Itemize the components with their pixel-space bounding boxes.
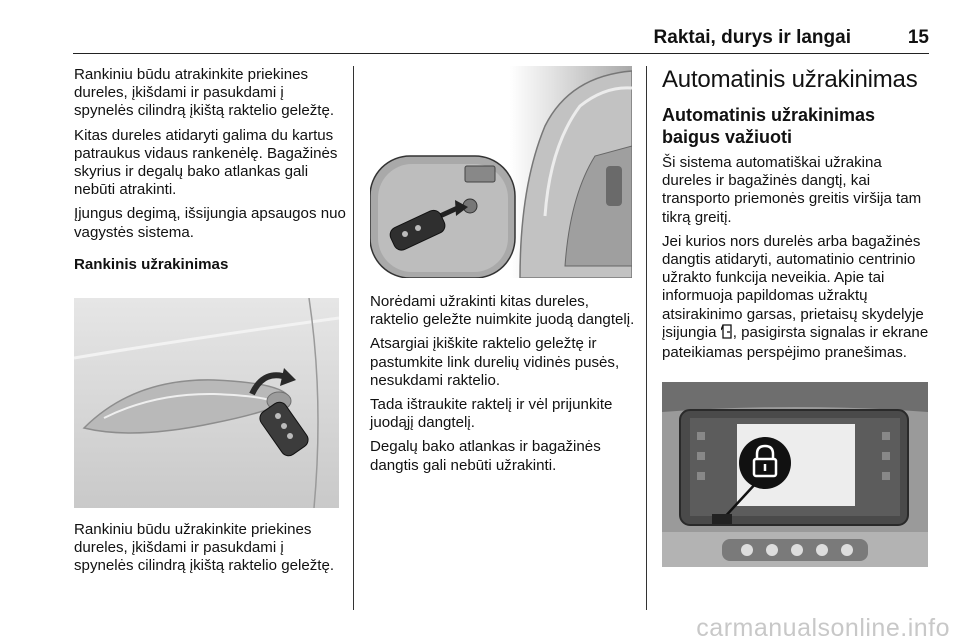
- paragraph-part: , pasigirsta signalas ir ekrane pateikiamas perspėjimo pranešimas.: [662, 323, 929, 362]
- door-lock-figure: [370, 66, 632, 278]
- section-title: Raktai, durys ir langai: [653, 27, 851, 48]
- paragraph-part: Jei kurios nors durelės arba bagažinės dangtis atidaryti, automatinio centrinio užrakto funkcija neveikia. Apie tai informuoja papildomas užraktų atsirakinimo garsas, prietaisų skydelyje įsijungia: [662, 232, 924, 341]
- paragraph: [662, 233, 930, 362]
- paragraph: Degalų bako atlankas ir bagažinės dangtis gali nebūti užrakinti.: [370, 438, 601, 474]
- column-divider: [353, 66, 354, 610]
- paragraph: Rankiniu būdu atrakinkite priekines dureles, įkišdami ir pasukdami į spynelės cilindrą įkištą raktelio geležtę.: [74, 66, 335, 120]
- paragraph: Atsargiai įkiškite raktelio geležtę ir pastumkite link durelių vidinės pusės, nesukdami raktelio.: [370, 335, 620, 389]
- subheading: Rankinis užrakinimas: [74, 255, 229, 273]
- paragraph: Ši sistema automatiškai užrakina dureles ir bagažinės dangtį, kai transporto priemonės greitis viršija tam tikrą greitį.: [662, 154, 922, 226]
- infotainment-display-figure: [662, 382, 928, 567]
- watermark: carmanualsonline.info: [696, 614, 950, 642]
- paragraph: Tada ištraukite raktelį ir vėl prijunkite juodąjį dangtelį.: [370, 396, 613, 432]
- column-1-bottom: [74, 521, 346, 582]
- paragraph: Rankiniu būdu užrakinkite priekines dureles, įkišdami ir pasukdami į spynelės cilindrą įkištą raktelio geležtę.: [74, 521, 335, 575]
- door-open-warning-icon: [721, 324, 733, 344]
- column-3: [662, 154, 930, 368]
- paragraph: Norėdami užrakinti kitas dureles, raktelio geležte nuimkite juodą dangtelį.: [370, 293, 635, 329]
- column-1: [74, 66, 346, 280]
- paragraph: Įjungus degimą, išsijungia apsaugos nuo vagystės sistema.: [74, 205, 346, 241]
- paragraph: Kitas dureles atidaryti galima du kartus patraukus vidaus rankenėlę. Bagažinės skyrius ir degalų bako atlankas gali nebūti atrakinti.: [74, 126, 338, 199]
- footer: [0, 614, 960, 642]
- subheading: Automatinis užrakinimas baigus važiuoti: [662, 105, 876, 147]
- column-2: [370, 293, 640, 481]
- heading-automatic-locking: Automatinis užrakinimas: [662, 66, 918, 93]
- door-handle-figure: [74, 298, 339, 508]
- page-header: [73, 25, 929, 54]
- column-divider: [646, 66, 647, 610]
- page-number: 15: [907, 27, 929, 48]
